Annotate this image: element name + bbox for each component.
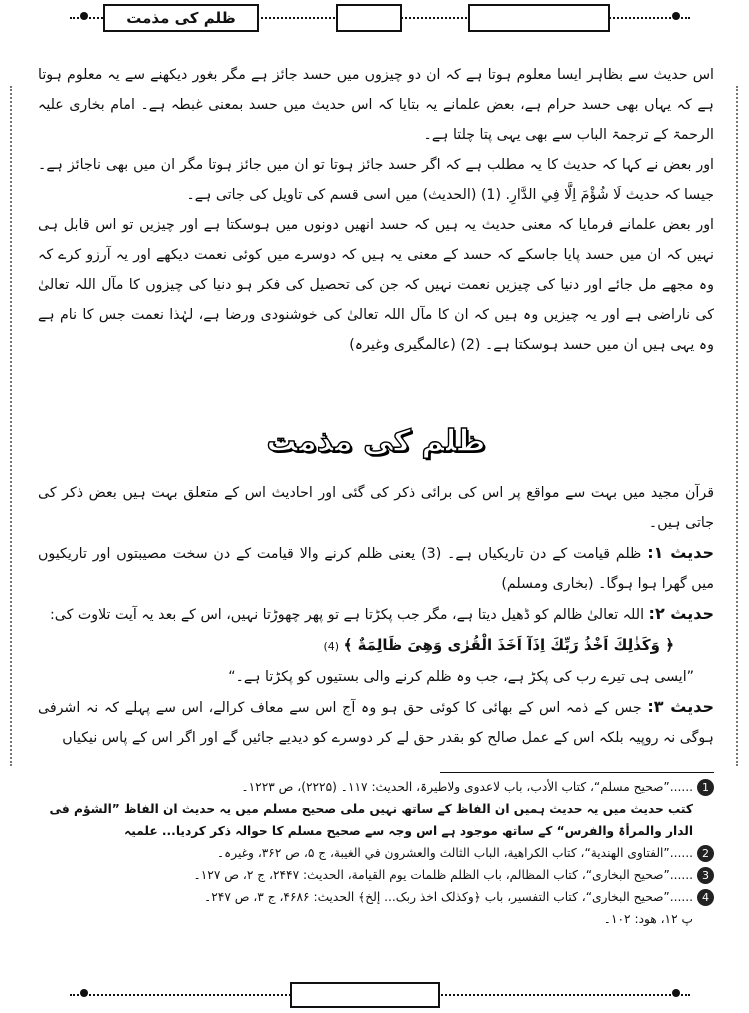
- hadith-3-label: حدیث ۳:: [647, 697, 714, 716]
- footnote-4-body: [38, 886, 693, 930]
- right-margin-rule: [736, 86, 738, 766]
- footnote-separator: [440, 772, 714, 773]
- hadith-3: [38, 692, 714, 753]
- hadith-1: [38, 538, 714, 599]
- opening-paragraphs: [38, 60, 714, 360]
- hadith-2-ayah: ﴿ وَكَذٰلِكَ اَخْذُ رَبِّكَ اِذَآ اَخَذَ الْقُرٰى وَهِىَ ظَالِمَةٌ ﴾: [343, 636, 674, 654]
- footnote-2: [38, 842, 714, 864]
- header-title: ظلم کی مذمت: [126, 9, 236, 27]
- footnote-4-note: پ ۱۲، هود: ۱۰۲۔: [603, 912, 693, 926]
- footnote-1-body: [38, 776, 693, 842]
- footer-dot-left: [80, 989, 88, 997]
- hadith-2-label: حدیث ۲:: [648, 604, 714, 623]
- hadith-2-ayah-line: [38, 630, 714, 662]
- header-blank-box-center: [336, 4, 402, 32]
- intro-paragraph: قرآن مجید میں بہت سے مواقع پر اس کی برائی ذکر کی گئی اور احادیث اس کے متعلق بہت ہیں بعض ذکر کی جاتی ہیں۔: [38, 485, 714, 531]
- hadith-2: [38, 599, 714, 630]
- footnote-1-number: 1: [697, 779, 714, 796]
- footnote-1-note: کتب حدیث میں یہ حدیث ہمیں ان الفاظ کے ساتھ نہیں ملی صحیح مسلم میں یہ حدیث ان الفاظ ”الشؤم فی الدار والمرأۃ والفرس“ کے ساتھ موجود ہے اس وجہ سے صحیح مسلم کا حوالہ ذکر کردیا... علمیہ: [49, 802, 693, 838]
- footer-dot-right: [672, 989, 680, 997]
- hadith-1-text: ظلم قیامت کے دن تاریکیاں ہے۔ (3) یعنی ظلم کرنے والا قیامت کے دن سخت مصیبتوں اور تاریکیوں میں گھرا ہوا ہوگا۔ (بخاری ومسلم): [38, 546, 714, 592]
- footnote-3: [38, 864, 714, 886]
- footnote-2-number: 2: [697, 845, 714, 862]
- header-dot-right: [672, 12, 680, 20]
- footnote-3-number: 3: [697, 867, 714, 884]
- footnote-1-text: ......”صحیح مسلم“، کتاب الأدب، باب لاعدوی ولاطیرۃ، الحدیث: ۱۱۷۔ (۲۲۲۵)، ص ۱۲۲۳۔: [241, 780, 693, 794]
- footnote-2-text: ......”الفتاوی الهندیة“، کتاب الکراهیة، الباب الثالث والعشرون في الغیبة، ج ۵، ص ۳۶۲، وغیرہ۔: [217, 846, 693, 860]
- header-title-box: [103, 4, 259, 32]
- header-dot-left: [80, 12, 88, 20]
- paragraph-2: اور بعض نے کہا کہ حدیث کا یہ مطلب ہے کہ اگر حسد جائز ہوتا تو ان میں جائز ہوتا مگر ان میں بھی ناجائز ہے۔ جیسا کہ حدیث لَا شُؤْمَ اِلَّا فِي الدَّارِ. (1) (الحدیث) میں اسی قسم کی تاویل کی جاتی ہے۔: [38, 157, 714, 203]
- footnote-4: [38, 886, 714, 930]
- hadith-section: [38, 478, 714, 753]
- hadith-1-label: حدیث ۱:: [647, 543, 714, 562]
- hadith-2-ayah-ref: (4): [323, 640, 340, 653]
- hadith-2-text: اللہ تعالیٰ ظالم کو ڈھیل دیتا ہے، مگر جب پکڑتا ہے تو پھر چھوڑتا نہیں، اس کے بعد یہ آیت تلاوت کی:: [50, 607, 645, 623]
- footnote-3-text: ......”صحیح البخاری“، کتاب المظالم، باب الظلم ظلمات یوم القیامة، الحدیث: ۲۴۴۷، ج ۲، ص ۱۲۷۔: [193, 868, 693, 882]
- header-blank-box-left: [468, 4, 610, 32]
- footer-blank-box: [290, 982, 440, 1008]
- footnotes: [38, 776, 714, 930]
- footnote-4-text: ......”صحیح البخاری“، کتاب التفسیر، باب ﴿وکذلک اخذ ربک... إلخ﴾ الحدیث: ۴۶۸۶، ج ۳، ص ۲۴۷۔: [204, 890, 693, 904]
- hadith-3-text: جس کے ذمہ اس کے بھائی کا کوئی حق ہو وہ آج اس سے معاف کرالے، اس سے پہلے کہ نہ اشرفی ہوگی نہ روپیہ بلکہ اس کے عمل صالح کو بقدر حق لے کر دوسرے کو دیدیے جائیں گے اور اگر اس کے پاس نیکیاں: [38, 700, 714, 746]
- footnote-1: [38, 776, 714, 842]
- section-heading: ظلم کی مذمت: [266, 424, 486, 459]
- footnote-4-number: 4: [697, 889, 714, 906]
- left-margin-rule: [10, 86, 12, 766]
- paragraph-3: اور بعض علمانے فرمایا کہ معنی حدیث یہ ہیں کہ حسد انھیں دونوں میں ہوسکتا ہے اور چیزیں تو اس قابل ہی نہیں کہ ان میں حسد پایا جاسکے کہ حسد کے معنی یہ ہیں کہ دوسرے میں کوئی نعمت دیکھے اور یہ آرزو کرے کہ وہ مجھے مل جائے اور دنیا کی چیزیں نعمت نہیں کہ جن کی تحصیل کی فکر ہو دنیا کی چیزوں کا مآل اللہ تعالیٰ کی ناراضی ہے اور یہ چیزیں وہ ہیں کہ ان کا مآل اللہ تعالیٰ کی خوشنودی ورضا ہے، لہٰذا نعمت جس کا نام ہے وہ یہی ہیں ان میں حسد ہوسکتا ہے۔ (2) (عالمگیری وغیرہ): [38, 217, 714, 353]
- hadith-2-translation: ”ایسی ہی تیرے رب کی پکڑ ہے، جب وہ ظلم کرنے والی بستیوں کو پکڑتا ہے۔“: [228, 669, 694, 685]
- paragraph-1: اس حدیث سے بظاہر ایسا معلوم ہوتا ہے کہ ان دو چیزوں میں حسد جائز ہے مگر بغور دیکھنے سے یہ معلوم ہوتا ہے کہ یہاں بھی حسد حرام ہے، بعض علمانے یہ بتایا کہ اس حدیث میں حسد بمعنی غبطہ ہے۔ امام بخاری علیہ الرحمۃ کے ترجمۃ الباب سے بھی یہی پتا چلتا ہے۔: [38, 67, 714, 143]
